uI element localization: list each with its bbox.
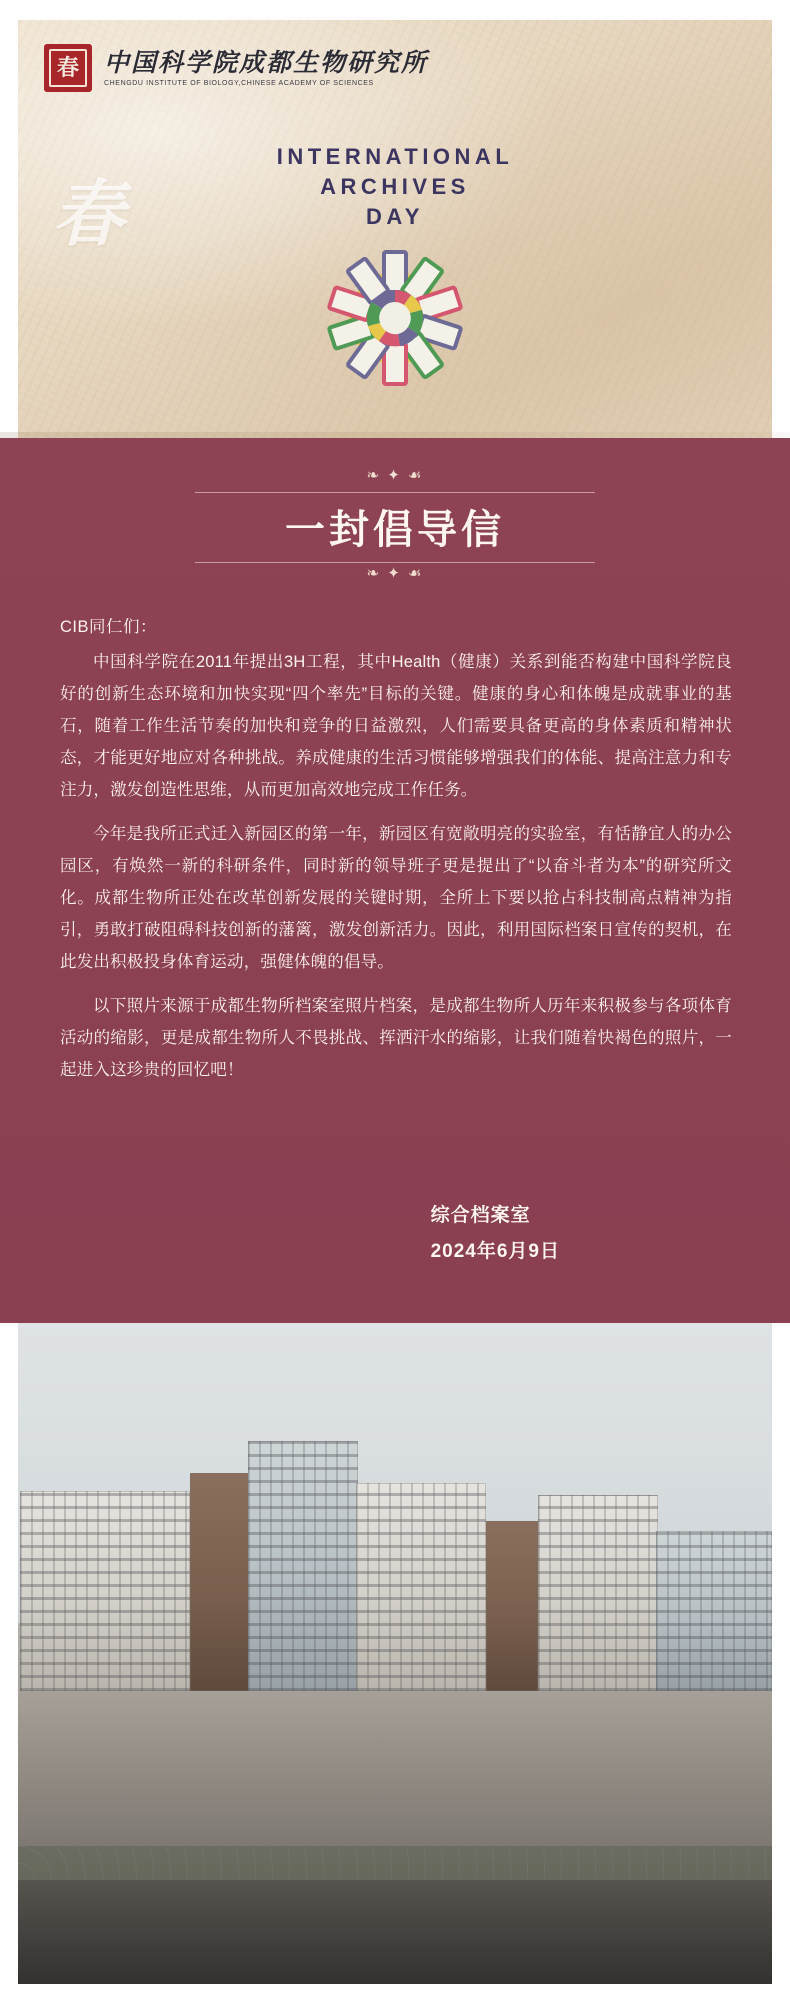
building-far-right — [656, 1531, 772, 1691]
window-grid — [538, 1495, 658, 1691]
building-center-tower — [248, 1441, 358, 1691]
paragraph-3: 以下照片来源于成都生物所档案室照片档案，是成都生物所人历年来积极参与各项体育活动的缩影，更是成都生物所人不畏挑战、挥洒汗水的缩影，让我们随着快褐色的照片，一起进入这珍贵的回忆吧！ — [60, 997, 732, 1079]
letter-body — [60, 646, 732, 1098]
building-right-connector — [486, 1521, 538, 1691]
building-right — [538, 1495, 658, 1691]
title-line-3: DAY — [366, 204, 424, 229]
seal-glyph: 春 — [56, 55, 79, 81]
signature-date: 2024年6月9日 — [430, 1241, 560, 1262]
divider-bottom — [195, 562, 595, 563]
title-line-2: ARCHIVES — [320, 174, 470, 199]
letter-title: 一封倡导信 — [285, 506, 505, 553]
photo-right-margin — [772, 1323, 790, 2000]
divider-top — [195, 492, 595, 493]
header-section — [0, 0, 790, 438]
title-line-1: INTERNATIONAL — [276, 144, 514, 169]
institute-name-en: CHENGDU INSTITUTE OF BIOLOGY,CHINESE ACADEMY OF SCIENCES — [104, 80, 374, 88]
institute-campus-photo — [0, 1323, 790, 2000]
salutation: CIB同仁们： — [60, 618, 158, 636]
logo-text-block — [104, 49, 428, 88]
photo-left-margin — [0, 1323, 18, 2000]
top-white-margin — [0, 0, 790, 20]
window-grid — [656, 1531, 772, 1691]
ornament-bottom: ❧ ✦ ☙ — [366, 565, 424, 582]
window-grid — [356, 1483, 486, 1691]
paragraph-2: 今年是我所正式迁入新园区的第一年，新园区有宽敞明亮的实验室，有恬静宜人的办公园区，有焕然一新的科研条件，同时新的领导班子更是提出了“以奋斗者为本”的研究所文化。成都生物所正处在改革创新发展的关键时期，全所上下要以抢占科技制高点精神为指引，勇敢打破阻碍科技创新的藩篱，激发创新活力。因此，利用国际档案日宣传的契机，在此发出积极投身体育运动，强健体魄的倡导。 — [60, 825, 732, 971]
institute-logo — [44, 44, 428, 92]
letter-section — [0, 438, 790, 1323]
window-grid — [248, 1441, 358, 1691]
building-center-right — [356, 1483, 486, 1691]
right-white-margin — [772, 0, 790, 438]
photo-bottom-margin — [0, 1984, 790, 2000]
international-archives-day-emblem — [315, 238, 475, 398]
paragraph-1: 中国科学院在2011年提出3H工程，其中Health（健康）关系到能否构建中国科学院良好的创新生态环境和加快实现“四个率先”目标的关键。健康的身心和体魄是成就事业的基石，随着工作生活节奏的加快和竞争的日益激烈，人们需要具备更高的身体素质和精神状态，才能更好地应对各种挑战。养成健康的生活习惯能够增强我们的体能、提高注意力和专注力，激发创造性思维，从而更加高效地完成工作任务。 — [60, 653, 732, 799]
ornament-top: ❧ ✦ ☙ — [366, 467, 424, 484]
page-title-en — [0, 142, 790, 232]
signature-block — [431, 1198, 560, 1270]
building-left-connector — [190, 1473, 250, 1691]
photo-road — [0, 1880, 790, 2000]
window-grid — [20, 1491, 190, 1691]
building-left — [20, 1491, 190, 1691]
watermark-glyph: 春 — [52, 171, 125, 256]
left-white-margin — [0, 0, 18, 438]
institute-name-cn: 中国科学院成都生物研究所 — [104, 47, 429, 77]
signature-org: 综合档案室 — [430, 1205, 531, 1226]
seal-icon — [44, 44, 92, 92]
